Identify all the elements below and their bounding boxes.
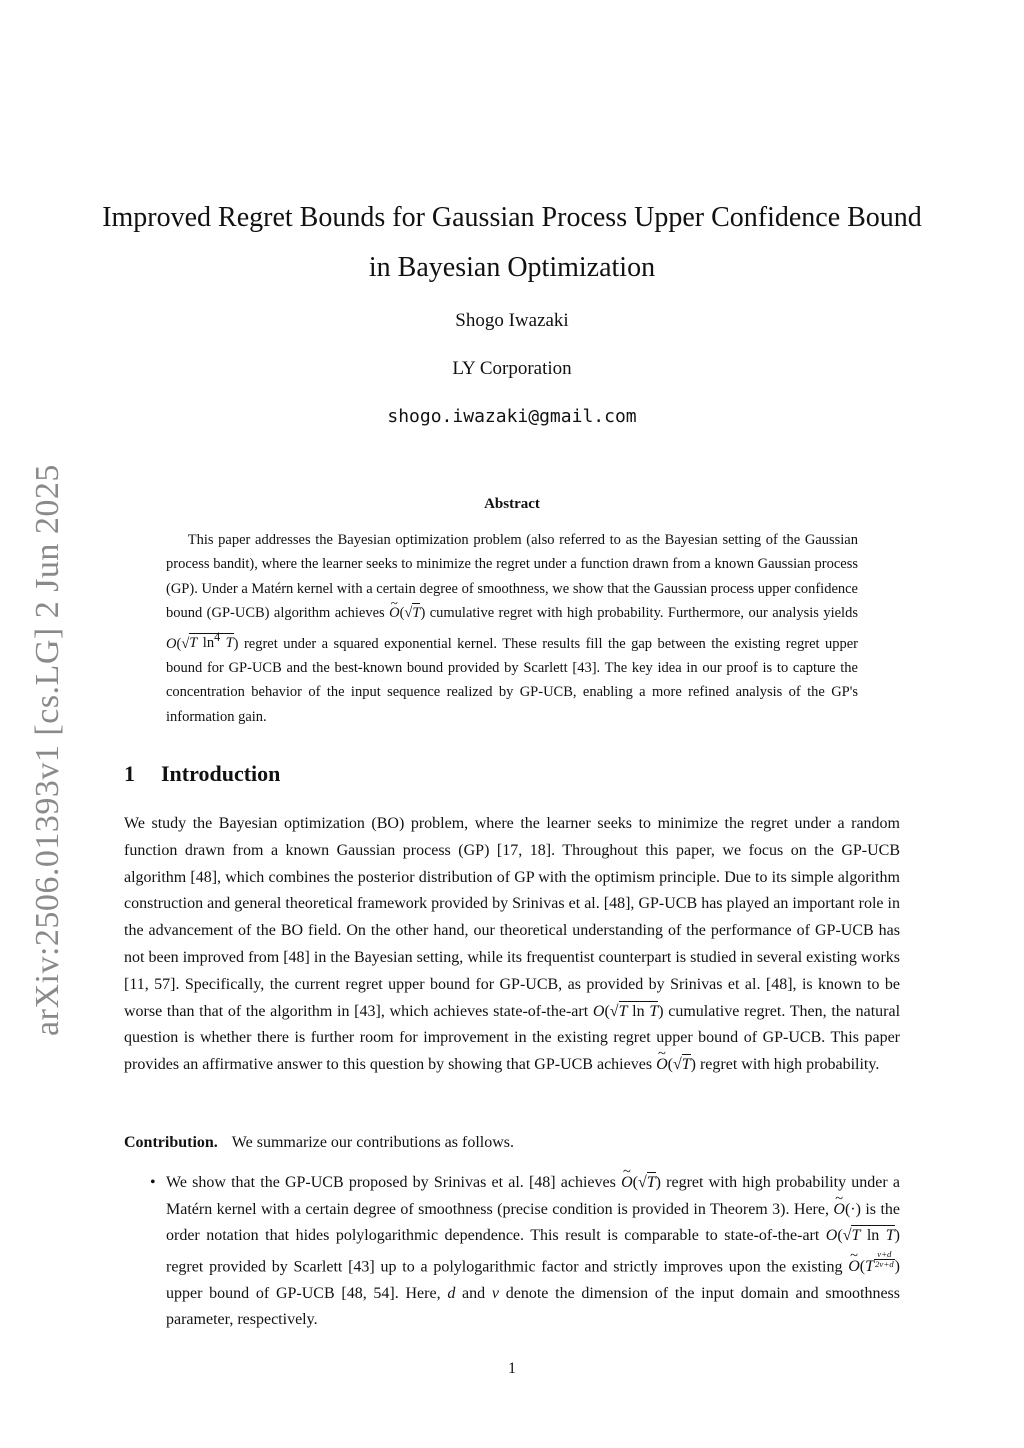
author-email[interactable]: shogo.iwazaki@gmail.com [387,406,637,427]
section-heading-introduction: 1 Introduction [124,761,281,786]
bullet-marker: • [150,1174,156,1191]
contribution-bullet: We show that the GP-UCB proposed by Srinivas et al. [48] achieves ~ O(√T) regret with high probability under a Matérn kernel with a certain degree of smoothness (precise condition is provided in Theorem 3). Here, ~ O(·) is the order notation that hides polylogarithmic dependence. This result is comparable to state-of-the-art O(√T ln T) regret provided by Scarlett [43] up to a polylogarithmic factor and strictly improves upon the existing ~ O(T $\frac{\nu+d}{2\nu+d}$ ) upper bound of GP-UCB [48, 54]. Here, d and ν denote the dimension of the input domain and smoothness parameter, respectively. [166,1170,900,1334]
page-number: 1 [508,1360,516,1377]
contribution-label: Contribution. [124,1134,218,1151]
abstract-body: This paper addresses the Bayesian optimization problem (also referred to as the Bayesian setting of the Gaussian process bandit), where the learner seeks to minimize the regret under a function drawn from a known Gaussian process (GP). Under a Matérn kernel with a certain degree of smoothness, we show that the Gaussian process upper confidence bound (GP-UCB) algorithm achieves ~ O(√T) cumulative regret with high probability. Furthermore, our analysis yields O(√T $\ln^4 T$) regret under a squared exponential kernel. These results fill the gap between the existing regret upper bound for GP-UCB and the best-known bound provided by Scarlett [43]. The key idea in our proof is to capture the concentration behavior of the input sequence realized by GP-UCB, enabling a more refined analysis of the GP's information gain. [166,528,858,729]
author-affiliation: LY Corporation [452,358,572,379]
contribution-paragraph: Contribution. We summarize our contributions as follows. [124,1134,515,1151]
abstract-heading: Abstract [484,496,540,512]
paper-title: Improved Regret Bounds for Gaussian Process Upper Confidence Bound in Bayesian Optimization [102,202,922,283]
author-name: Shogo Iwazaki [455,310,569,331]
arxiv-identifier: arXiv:2506.01393v1 [cs.LG] 2 Jun 2025 [29,464,66,1036]
introduction-paragraph: We study the Bayesian optimization (BO) problem, where the learner seeks to minimize the regret under a random function drawn from a known Gaussian process (GP) [17, 18]. Throughout this paper, we focus on the GP-UCB algorithm [48], which combines the posterior distribution of GP with the optimism principle. Due to its simple algorithm construction and general theoretical framework provided by Srinivas et al. [48], GP-UCB has played an important role in the advancement of the BO field. On the other hand, our theoretical understanding of the performance of GP-UCB has not been improved from [48] in the Bayesian setting, while its frequentist counterpart is studied in several existing works [11, 57]. Specifically, the current regret upper bound for GP-UCB, as provided by Srinivas et al. [48], is known to be worse than that of the algorithm in [43], which achieves state-of-the-art O(√T ln T) cumulative regret. Then, the natural question is whether there is further room for improvement in the existing regret upper bound of GP-UCB. This paper provides an affirmative answer to this question by showing that GP-UCB achieves ~ O(√T) regret with high probability. [124,811,900,1079]
